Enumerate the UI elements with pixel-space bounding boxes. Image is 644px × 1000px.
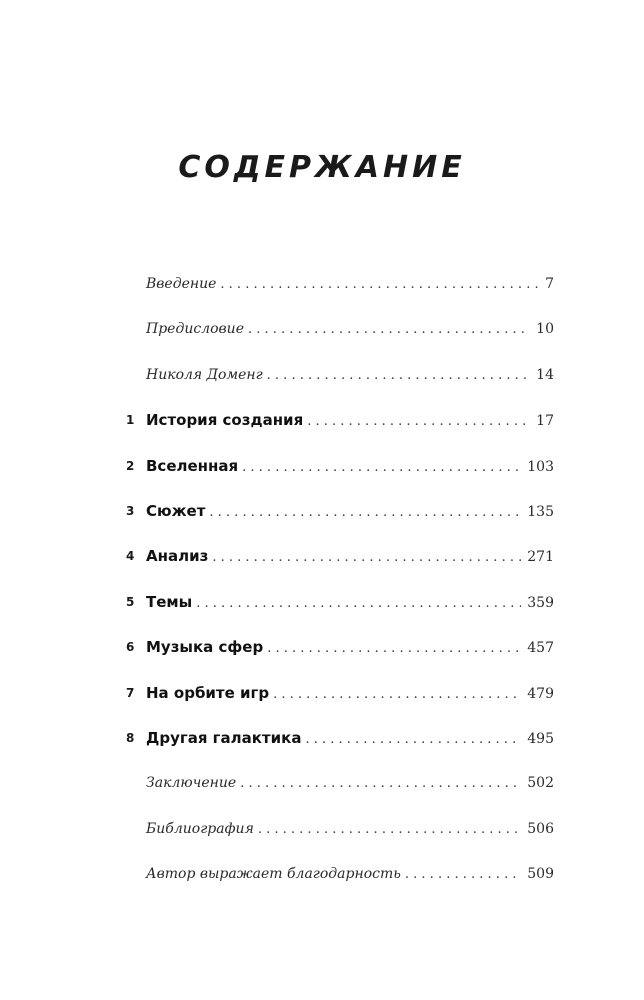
dot-leader [240, 770, 521, 798]
dot-leader [273, 681, 521, 709]
table-of-contents [0, 270, 644, 905]
toc-entry-title: Сюжет [146, 501, 206, 520]
toc-entry-page: 7 [545, 276, 554, 292]
toc-entry-page: 14 [536, 366, 554, 383]
toc-entry-title: Анализ [146, 547, 209, 566]
toc-entry-title: История создания [146, 411, 304, 430]
dot-leader [242, 454, 521, 482]
toc-entry-page: 17 [536, 413, 554, 430]
toc-entry-number: 4 [126, 549, 135, 564]
toc-entry-page: 103 [527, 458, 554, 475]
toc-entry-chapter-4[interactable] [0, 542, 644, 587]
dot-leader [196, 590, 521, 618]
dot-leader [405, 861, 521, 889]
toc-entry-page: 502 [527, 775, 554, 792]
dot-leader [220, 271, 539, 299]
toc-entry-chapter-6[interactable] [0, 633, 644, 678]
toc-entry-number: 2 [126, 458, 135, 473]
toc-entry-title: Библиография [146, 820, 254, 837]
toc-entry-introduction[interactable] [0, 270, 644, 315]
dot-leader [248, 316, 530, 344]
page-title: СОДЕРЖАНИЕ [178, 150, 466, 185]
dot-leader [307, 408, 530, 436]
toc-entry-number: 3 [126, 503, 135, 518]
toc-entry-page: 359 [527, 594, 554, 611]
toc-entry-chapter-5[interactable] [0, 588, 644, 633]
toc-entry-conclusion[interactable] [0, 769, 644, 814]
toc-entry-page: 10 [536, 321, 554, 338]
toc-entry-chapter-3[interactable] [0, 497, 644, 542]
toc-entry-page: 457 [527, 640, 554, 657]
toc-entry-title: Темы [146, 592, 193, 611]
dot-leader [267, 362, 531, 390]
toc-entry-title: Николя Доменг [146, 366, 263, 383]
toc-entry-page: 479 [527, 685, 554, 702]
toc-entry-chapter-7[interactable] [0, 679, 644, 724]
dot-leader [305, 726, 521, 754]
toc-entry-number: 8 [126, 730, 135, 745]
dot-leader [258, 816, 521, 844]
toc-entry-chapter-2[interactable] [0, 452, 644, 497]
toc-entry-acknowledgements[interactable] [0, 860, 644, 905]
toc-entry-page: 506 [527, 820, 554, 837]
dot-leader [209, 499, 521, 527]
toc-entry-number: 6 [126, 640, 135, 655]
toc-entry-title: Предисловие [146, 321, 244, 338]
toc-entry-title: Заключение [146, 775, 237, 792]
toc-entry-title: На орбите игр [146, 683, 270, 702]
dot-leader [267, 635, 521, 663]
dot-leader [212, 544, 521, 572]
toc-entry-title: Вселенная [146, 456, 239, 475]
toc-entry-chapter-8[interactable] [0, 724, 644, 769]
toc-entry-nicolas-domenge[interactable] [0, 361, 644, 406]
toc-entry-title: Музыка сфер [146, 638, 264, 657]
toc-entry-number: 5 [126, 594, 135, 609]
toc-entry-page: 135 [527, 503, 554, 520]
toc-entry-title: Другая галактика [146, 728, 302, 747]
toc-entry-page: 495 [527, 730, 554, 747]
toc-entry-title: Автор выражает благодарность [146, 866, 401, 883]
toc-entry-number: 7 [126, 685, 135, 700]
toc-entry-page: 271 [527, 549, 554, 566]
toc-entry-title: Введение [146, 276, 217, 292]
toc-entry-preface[interactable] [0, 315, 644, 360]
toc-entry-chapter-1[interactable] [0, 406, 644, 451]
toc-entry-bibliography[interactable] [0, 815, 644, 860]
toc-entry-page: 509 [527, 866, 554, 883]
toc-entry-number: 1 [126, 413, 135, 428]
